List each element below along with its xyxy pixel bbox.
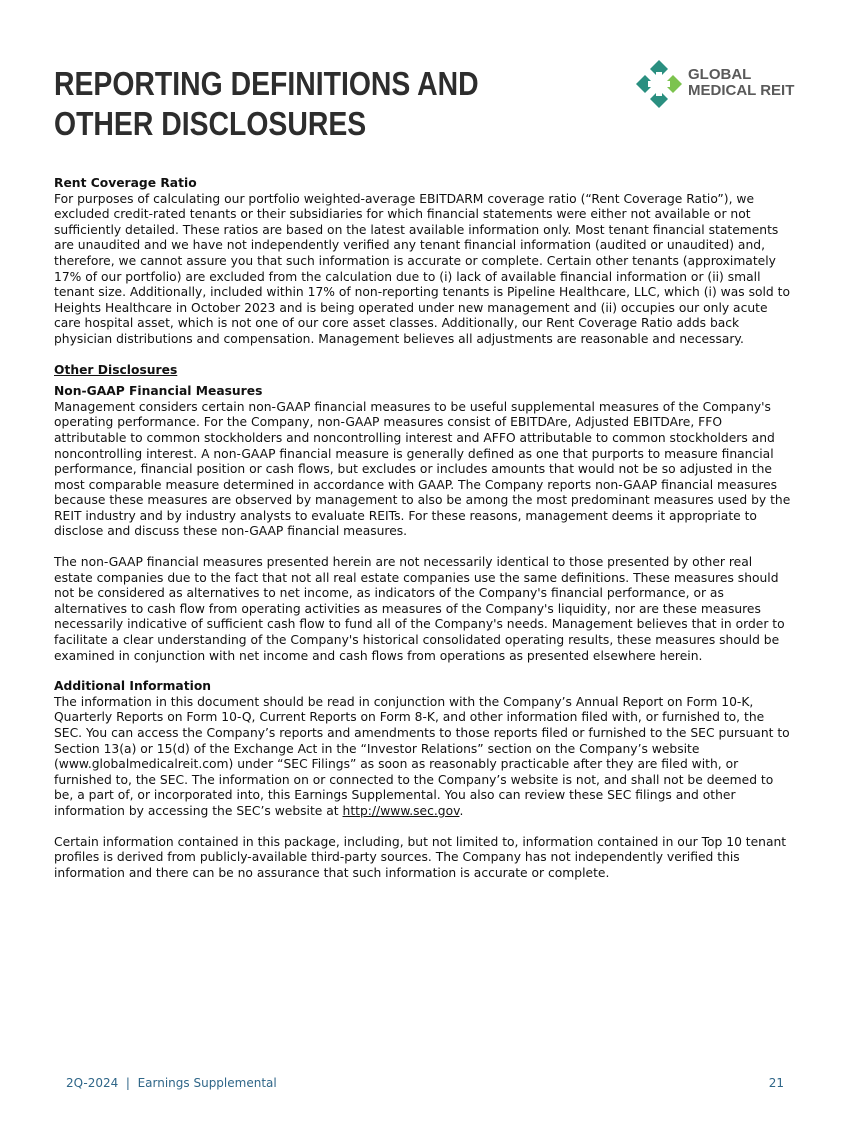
additional-info-body-1 <box>54 695 794 820</box>
additional-info-heading: Additional Information <box>54 679 212 694</box>
page-footer <box>66 1076 784 1090</box>
page-title <box>54 64 479 144</box>
rent-coverage-body: For purposes of calculating our portfolio weighted-average EBITDARM coverage ratio (“Rent Coverage Ratio”), we excluded credit-rated tenants or their subsidiaries for which financial statements were either not available or not sufficiently detailed. These ratios are based on the latest available information only. Most tenant financial statements are unaudited and we have not independently verified any tenant financial information (audited or unaudited) and, therefore, we cannot assure you that such information is accurate or complete. Certain other tenants (approximately 17% of our portfolio) are excluded from the calculation due to (i) lack of available financial information or (ii) small tenant size. Additionally, included within 17% of non-reporting tenants is Pipeline Healthcare, LLC, which (i) was sold to Heights Healthcare in October 2023 and is being operated under new management and (ii) occupies our only acute care hospital asset, which is not one of our core asset classes. Additionally, our Rent Coverage Ratio adds back physician distributions and compensation. Management believes all adjustments are reasonable and necessary. <box>54 191 790 346</box>
page-number: 21 <box>768 1076 784 1090</box>
footer-label: 2Q-2024 | Earnings Supplemental <box>66 1076 277 1090</box>
sec-website-link[interactable]: http://www.sec.gov <box>342 803 460 818</box>
other-disclosures-heading: Other Disclosures <box>54 362 178 377</box>
additional-info-text: The information in this document should be read in conjunction with the Company’s Annual Report on Form 10-K, Quarterly Reports on Form 10-Q, Current Reports on Form 8-K, and other information filed with, or furnished to, the SEC. You can access the Company’s reports and amendments to those reports filed or furnished to the SEC pursuant to Section 13(a) or 15(d) of the Exchange Act in the “Investor Relations” section on the Company’s website (www.globalmedicalreit.com) under “SEC Filings” as soon as reasonably practicable after they are filed with, or furnished to, the SEC. The information on or connected to the Company’s website is not, and shall not be deemed to be, a part of, or incorporated into, this Earnings Supplemental. You also can review these SEC filings and other information by accessing the SEC’s website at <box>54 694 790 818</box>
non-gaap-heading: Non-GAAP Financial Measures <box>54 384 263 399</box>
company-logo <box>636 60 796 108</box>
logo-cross-icon <box>636 60 682 108</box>
non-gaap-body-1: Management considers certain non-GAAP financial measures to be useful supplemental measures of the Company's operating performance. For the Company, non-GAAP measures consist of EBITDAre, Adjusted EBITDAre, FFO attributable to common stockholders and noncontrolling interest and AFFO attributable to common stockholders and noncontrolling interest. A non-GAAP financial measure is generally defined as one that purports to measure financial performance, financial position or cash flows, but excludes or includes amounts that would not be so adjusted in the most comparable measure determined in accordance with GAAP. The Company reports non-GAAP financial measures because these measures are observed by management to also be among the most predominant measures used by the REIT industry and by industry analysts to evaluate REITs. For these reasons, management deems it appropriate to disclose and discuss these non-GAAP financial measures. <box>54 399 791 539</box>
non-gaap-body-2: The non-GAAP financial measures presented herein are not necessarily identical to those presented by other real estate companies due to the fact that not all real estate companies use the same definitions. These measures should not be considered as alternatives to net income, as indicators of the Company's financial performance, or as alternatives to cash flow from operating activities as measures of the Company's liquidity, nor are these measures necessarily indicative of sufficient cash flow to fund all of the Company's needs. Management believes that in order to facilitate a clear understanding of the Company's historical consolidated operating results, these measures should be examined in conjunction with net income and cash flows from operations as presented elsewhere herein. <box>54 555 785 663</box>
page-title-line-2: OTHER DISCLOSURES <box>54 105 367 142</box>
logo-line-1: GLOBAL <box>688 66 752 83</box>
additional-info-text-end: . <box>459 803 464 818</box>
logo-wordmark <box>688 67 794 99</box>
page-title-line-1: REPORTING DEFINITIONS AND <box>54 65 479 102</box>
additional-info-body-2: Certain information contained in this package, including, but not limited to, information contained in our Top 10 tenant profiles is derived from publicly-available third-party sources. The Company has not independently verified this information and there can be no assurance that such information is accurate or complete. <box>54 834 787 880</box>
disclosures-content <box>54 176 794 881</box>
rent-coverage-heading: Rent Coverage Ratio <box>54 176 197 190</box>
logo-line-2: MEDICAL REIT <box>688 82 795 99</box>
